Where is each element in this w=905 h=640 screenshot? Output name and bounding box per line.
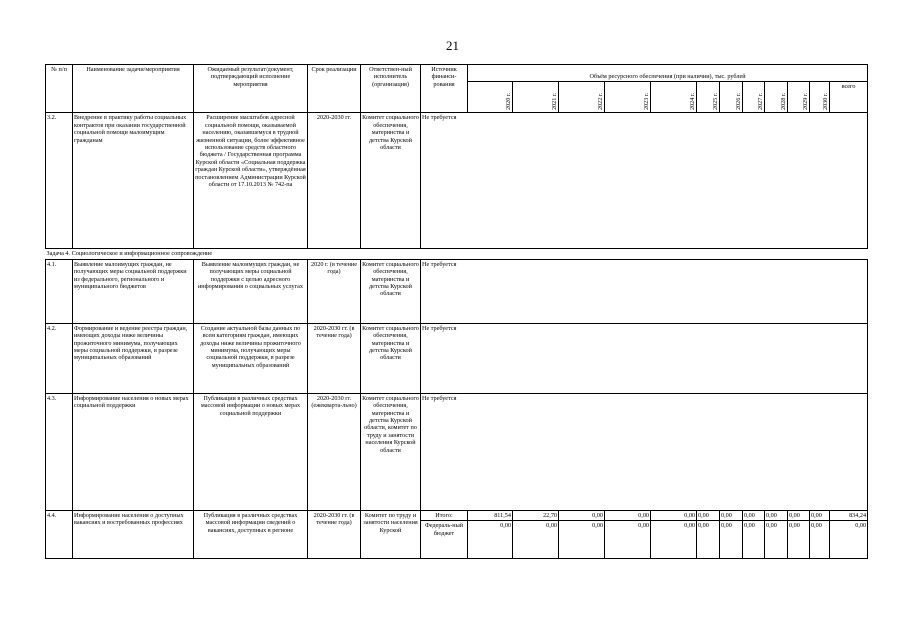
row-source: Не требуется bbox=[421, 259, 868, 323]
row-num: 4.4. bbox=[46, 510, 73, 558]
row-num: 4.3. bbox=[46, 393, 73, 510]
header-name: Наименование задачи/мероприятия bbox=[73, 65, 194, 113]
value-cell: 0,00 bbox=[605, 521, 651, 559]
value-cell: 0,00 bbox=[697, 521, 720, 559]
total-cell: 834,24 bbox=[830, 510, 868, 520]
row-term: 2020 г. (в течение года) bbox=[308, 259, 361, 323]
table-row bbox=[46, 323, 868, 393]
row-num: 3.2. bbox=[46, 113, 73, 249]
task-heading: Задача 4. Социологическое и информационное сопровождение bbox=[46, 249, 868, 259]
table-row bbox=[46, 393, 868, 510]
header-term: Срок реализации bbox=[308, 65, 361, 113]
row-term: 2020-2030 гг. (в течение года) bbox=[308, 323, 361, 393]
value-cell: 0,00 bbox=[605, 510, 651, 520]
row-executor: Комитет по труду и занятости населения Курской bbox=[361, 510, 421, 558]
value-cell: 0,00 bbox=[720, 510, 743, 520]
header-volume: Объём ресурсного обеспечения (при наличии), тыс. рублей bbox=[468, 65, 868, 82]
header-source: Источник финанси-рования bbox=[421, 65, 468, 113]
row-result: Публикации в различных средствах массовой информации о новых мерах социальной поддержки bbox=[194, 393, 308, 510]
table-row bbox=[46, 113, 868, 249]
year-2020: 2020 г. bbox=[468, 82, 513, 113]
value-cell: 0,00 bbox=[559, 510, 605, 520]
source-label: Итого: bbox=[421, 510, 468, 520]
row-source: Не требуется bbox=[421, 323, 868, 393]
value-cell: 811,54 bbox=[468, 510, 513, 520]
row-term: 2020-2030 гг. (в течение года) bbox=[308, 510, 361, 558]
row-name: Внедрение в практику работы социальных контрактов при оказании государственной социальной помощи малоимущим гражданам bbox=[73, 113, 194, 249]
row-term: 2020-2030 гг. bbox=[308, 113, 361, 249]
value-cell: 0,00 bbox=[810, 510, 830, 520]
table-row bbox=[46, 259, 868, 323]
value-cell: 0,00 bbox=[788, 510, 810, 520]
year-2027: 2027 г. bbox=[743, 82, 765, 113]
year-2024: 2024 г. bbox=[651, 82, 697, 113]
row-result: Расширение масштабов адресной социальной помощи, оказываемой населению, оказавшемуся в трудной жизненной ситуации, более эффективное использование средств областного бюджета / Государственная программа Курской области «Социальная поддержка граждан Курской области», утверждённая постановлением Администрации Курской области от 17.10.2013 № 742-па bbox=[194, 113, 308, 249]
value-cell: 0,00 bbox=[743, 510, 765, 520]
value-cell: 0,00 bbox=[788, 521, 810, 559]
value-cell: 0,00 bbox=[743, 521, 765, 559]
value-cell: 0,00 bbox=[697, 510, 720, 520]
row-result: Создание актуальной базы данных по всем категориям граждан, имеющих доходы ниже величины прожиточного минимума, получающих меры социальной поддержки, в разрезе муниципальных образований bbox=[194, 323, 308, 393]
row-executor: Комитет социального обеспечения, материнства и детства Курской области bbox=[361, 259, 421, 323]
table-row bbox=[46, 510, 868, 520]
row-name: Формирование и ведение реестра граждан, имеющих доходы ниже величины прожиточного минимума, получающих меры социальной поддержки, в разрезе муниципальных образований bbox=[73, 323, 194, 393]
row-executor: Комитет социального обеспечения, материнства и детства Курской области bbox=[361, 323, 421, 393]
header-total: всего bbox=[830, 82, 868, 113]
year-2022: 2022 г. bbox=[559, 82, 605, 113]
year-2021: 2021 г. bbox=[513, 82, 559, 113]
value-cell: 0,00 bbox=[559, 521, 605, 559]
value-cell: 0,00 bbox=[651, 521, 697, 559]
row-source: Не требуется bbox=[421, 113, 868, 249]
row-result: Публикация в различных средствах массовой информации сведений о вакансиях, доступных в регионе bbox=[194, 510, 308, 558]
header-num: № п/п bbox=[46, 65, 73, 113]
value-cell: 0,00 bbox=[513, 521, 559, 559]
task-heading-row bbox=[46, 249, 868, 259]
row-num: 4.1. bbox=[46, 259, 73, 323]
row-name: Выявление малоимущих граждан, не получающих меры социальной поддержки из федерального, регионального и муниципального бюджетов bbox=[73, 259, 194, 323]
value-cell: 0,00 bbox=[810, 521, 830, 559]
source-label: Федераль-ный бюджет bbox=[421, 521, 468, 559]
year-2023: 2023 г. bbox=[605, 82, 651, 113]
header-row bbox=[46, 65, 868, 82]
value-cell: 0,00 bbox=[765, 521, 788, 559]
value-cell: 0,00 bbox=[765, 510, 788, 520]
year-2029: 2029 г. bbox=[788, 82, 810, 113]
header-executor: Ответствен-ный исполнитель (организация) bbox=[361, 65, 421, 113]
row-executor: Комитет социального обеспечения, материнства и детства Курской области bbox=[361, 113, 421, 249]
year-2030: 2030 г. bbox=[810, 82, 830, 113]
row-num: 4.2. bbox=[46, 323, 73, 393]
row-term: 2020-2030 гг. (ежекварта-льно) bbox=[308, 393, 361, 510]
year-2025: 2025 г. bbox=[697, 82, 720, 113]
total-cell: 0,00 bbox=[830, 521, 868, 559]
value-cell: 0,00 bbox=[720, 521, 743, 559]
year-2028: 2028 г. bbox=[765, 82, 788, 113]
value-cell: 0,00 bbox=[468, 521, 513, 559]
row-name: Информирование населения о новых мерах социальной поддержки bbox=[73, 393, 194, 510]
row-source: Не требуется bbox=[421, 393, 868, 510]
row-executor: Комитет социального обеспечения, материнства и детства Курской области, комитет по труду и занятости населения Курской области bbox=[361, 393, 421, 510]
year-2026: 2026 г. bbox=[720, 82, 743, 113]
value-cell: 0,00 bbox=[651, 510, 697, 520]
header-result: Ожидаемый результат/документ, подтверждающий исполнение мероприятия bbox=[194, 65, 308, 113]
row-name: Информирование населения о доступных вакансиях и востребованных профессиях bbox=[73, 510, 194, 558]
value-cell: 22,70 bbox=[513, 510, 559, 520]
row-result: Выявление малоимущих граждан, не получающих меры социальной поддержки с целью адресного информирования о социальных услугах bbox=[194, 259, 308, 323]
page-number: 21 bbox=[446, 38, 459, 53]
resource-table bbox=[45, 64, 868, 559]
